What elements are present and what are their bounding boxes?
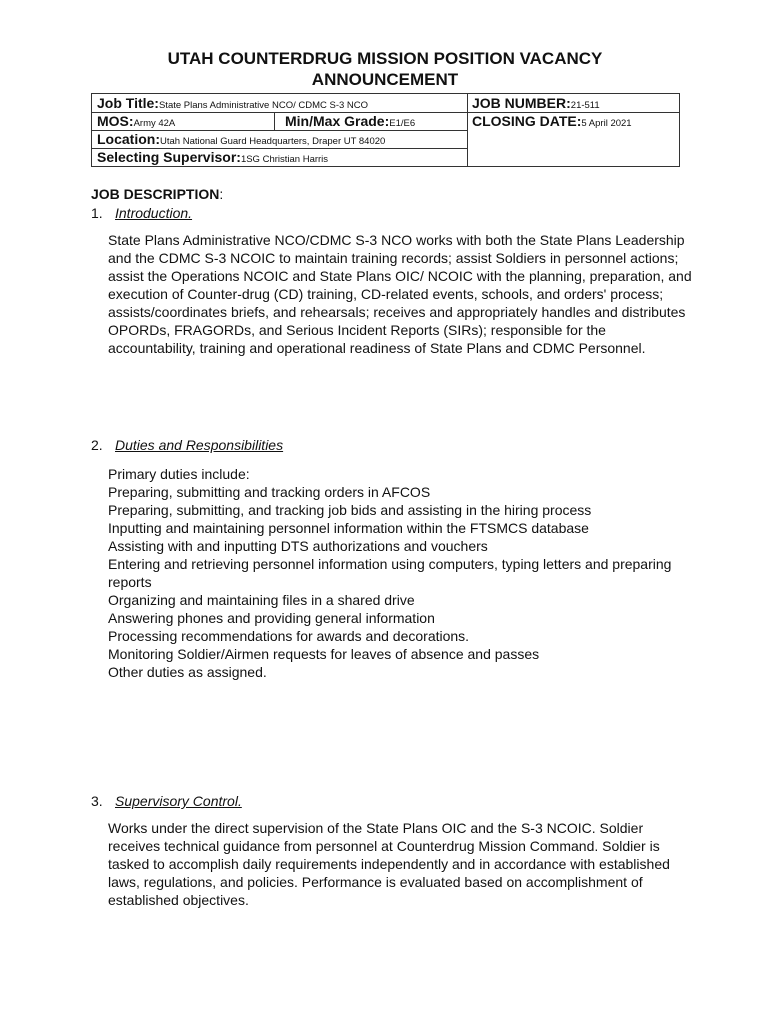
- paragraph-line: receives technical guidance from personnel at Counterdrug Mission Command. Soldier is: [108, 838, 660, 854]
- list-item: Preparing, submitting, and tracking job bids and assisting in the hiring process: [108, 502, 592, 518]
- section-supervisory-heading: [91, 792, 242, 810]
- duties-list: [108, 465, 748, 681]
- job-number-label: JOB NUMBER:: [472, 95, 571, 111]
- supervisor-label: Selecting Supervisor:: [97, 149, 241, 165]
- introduction-paragraph: [108, 231, 748, 357]
- job-description-colon: :: [219, 186, 224, 202]
- list-item: Preparing, submitting and tracking orders in AFCOS: [108, 484, 431, 500]
- closing-date-cell: [472, 113, 677, 130]
- mos-cell: [97, 113, 273, 130]
- job-title-label: Job Title:: [97, 95, 159, 111]
- mos-label: MOS:: [97, 113, 134, 129]
- list-item: Entering and retrieving personnel information using computers, typing letters and preparing: [108, 556, 672, 572]
- job-description-heading: [91, 185, 223, 203]
- job-title-value: State Plans Administrative NCO/ CDMC S-3 NCO: [158, 100, 369, 111]
- vacancy-header-table: [91, 93, 680, 167]
- list-item: Processing recommendations for awards and decorations.: [108, 628, 470, 644]
- job-description-label: JOB DESCRIPTION: [91, 186, 220, 202]
- paragraph-line: laws, regulations, and policies. Performance is evaluated based on accomplishment of: [108, 874, 643, 890]
- location-label: Location:: [97, 131, 160, 147]
- paragraph-line: tasked to accomplish daily requirements independently and in accordance with established: [108, 856, 670, 872]
- paragraph-line: established objectives.: [108, 892, 249, 908]
- section-number: 3.: [91, 793, 103, 809]
- supervisory-paragraph: [108, 819, 748, 909]
- section-number: 2.: [91, 437, 103, 453]
- list-item: Other duties as assigned.: [108, 664, 267, 680]
- paragraph-line: assist the Operations NCOIC and State Plans OIC/ NCOIC with the planning, preparation, and: [108, 268, 692, 284]
- section-title: Supervisory Control.: [115, 793, 242, 809]
- job-number-value: 21-511: [570, 100, 600, 111]
- grade-cell: [285, 113, 467, 130]
- document-title-line-1: UTAH COUNTERDRUG MISSION POSITION VACANCY: [167, 49, 603, 68]
- section-duties-heading: [91, 436, 283, 454]
- section-introduction-heading: [91, 204, 192, 222]
- list-item: reports: [108, 574, 152, 590]
- list-item: Primary duties include:: [108, 466, 250, 482]
- job-number-cell: [472, 95, 677, 112]
- paragraph-line: execution of Counter-drug (CD) training, CD-related events, schools, and orders' process;: [108, 286, 664, 302]
- section-title: Duties and Responsibilities: [115, 437, 284, 453]
- location-value: Utah National Guard Headquarters, Draper UT 84020: [160, 136, 386, 147]
- list-item: Answering phones and providing general information: [108, 610, 435, 626]
- list-item: Organizing and maintaining files in a shared drive: [108, 592, 415, 608]
- supervisor-cell: [97, 149, 467, 166]
- paragraph-line: assists/coordinates briefs, and rehearsals; receives and appropriately handles and distributes: [108, 304, 686, 320]
- job-title-cell: [97, 95, 467, 112]
- section-number: 1.: [91, 205, 103, 221]
- location-cell: [97, 131, 467, 148]
- table-column-divider: [274, 112, 275, 130]
- paragraph-line: State Plans Administrative NCO/CDMC S-3 NCO works with both the State Plans Leadership: [108, 232, 685, 248]
- section-title: Introduction.: [115, 205, 193, 221]
- table-column-divider: [467, 94, 468, 166]
- grade-value: E1/E6: [389, 118, 416, 129]
- document-title-line-2: ANNOUNCEMENT: [311, 70, 459, 89]
- list-item: Monitoring Soldier/Airmen requests for leaves of absence and passes: [108, 646, 540, 662]
- list-item: Inputting and maintaining personnel information within the FTSMCS database: [108, 520, 589, 536]
- mos-value: Army 42A: [133, 118, 176, 129]
- paragraph-line: accountability, training and operational readiness of State Plans and CDMC Personnel.: [108, 340, 646, 356]
- list-item: Assisting with and inputting DTS authorizations and vouchers: [108, 538, 488, 554]
- closing-date-value: 5 April 2021: [581, 118, 632, 129]
- paragraph-line: OPORDs, FRAGORDs, and Serious Incident Reports (SIRs); responsible for the: [108, 322, 606, 338]
- paragraph-line: Works under the direct supervision of the State Plans OIC and the S-3 NCOIC. Soldier: [108, 820, 644, 836]
- grade-label: Min/Max Grade:: [285, 113, 390, 129]
- closing-date-label: CLOSING DATE:: [472, 113, 582, 129]
- supervisor-value: 1SG Christian Harris: [240, 154, 329, 165]
- paragraph-line: and the CDMC S-3 NCOIC to maintain training records; assist Soldiers in personnel actions;: [108, 250, 679, 266]
